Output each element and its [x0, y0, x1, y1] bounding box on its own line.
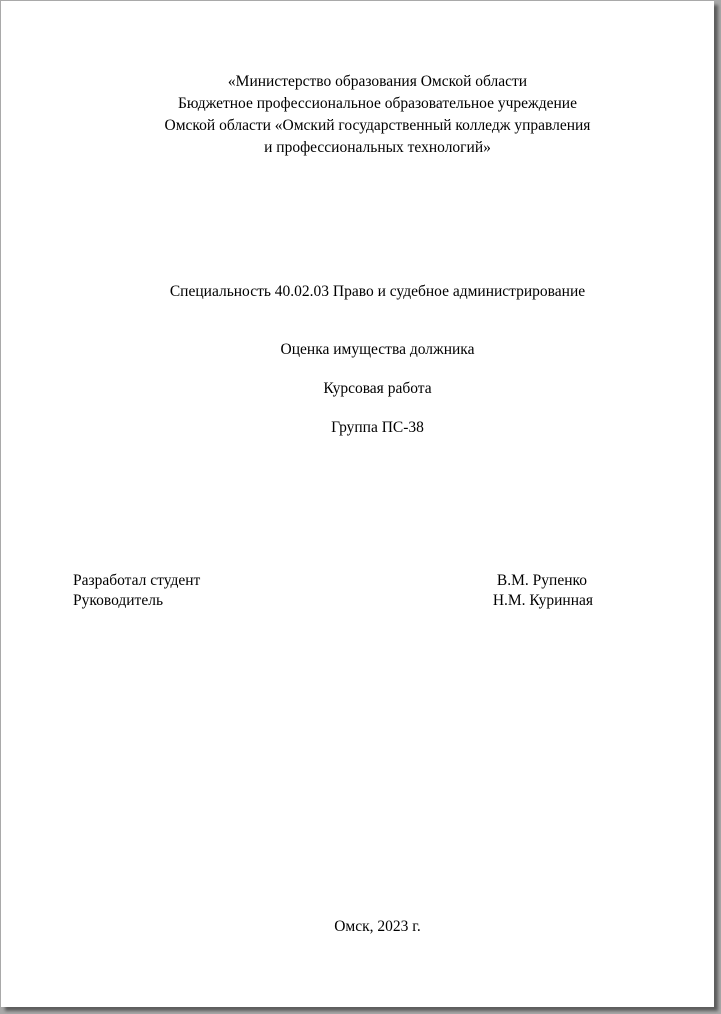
signature-name: В.М. Рупенко: [496, 572, 587, 589]
signature-role: Разработал студент: [73, 572, 201, 589]
signature-row-supervisor: [73, 592, 593, 612]
signature-row-student: [73, 572, 593, 592]
signature-name: Н.М. Куринная: [492, 592, 593, 609]
city-year-footer: Омск, 2023 г.: [334, 918, 421, 935]
group-line: Группа ПС-38: [331, 419, 424, 436]
institution-header: [1, 71, 721, 159]
header-line-1: «Министерство образования Омской области: [227, 73, 528, 90]
header-line-2: Бюджетное профессиональное образовательное учреждение: [178, 95, 577, 112]
header-line-3: Омской области «Омский государственный колледж управления: [164, 117, 591, 134]
signature-role: Руководитель: [73, 592, 164, 609]
work-type: Курсовая работа: [323, 380, 432, 397]
topic-title: Оценка имущества должника: [280, 341, 475, 358]
document-page: [1, 1, 714, 1007]
specialty-line: Специальность 40.02.03 Право и судебное администрирование: [169, 283, 586, 300]
header-line-4: и профессиональных технологий»: [264, 139, 491, 156]
